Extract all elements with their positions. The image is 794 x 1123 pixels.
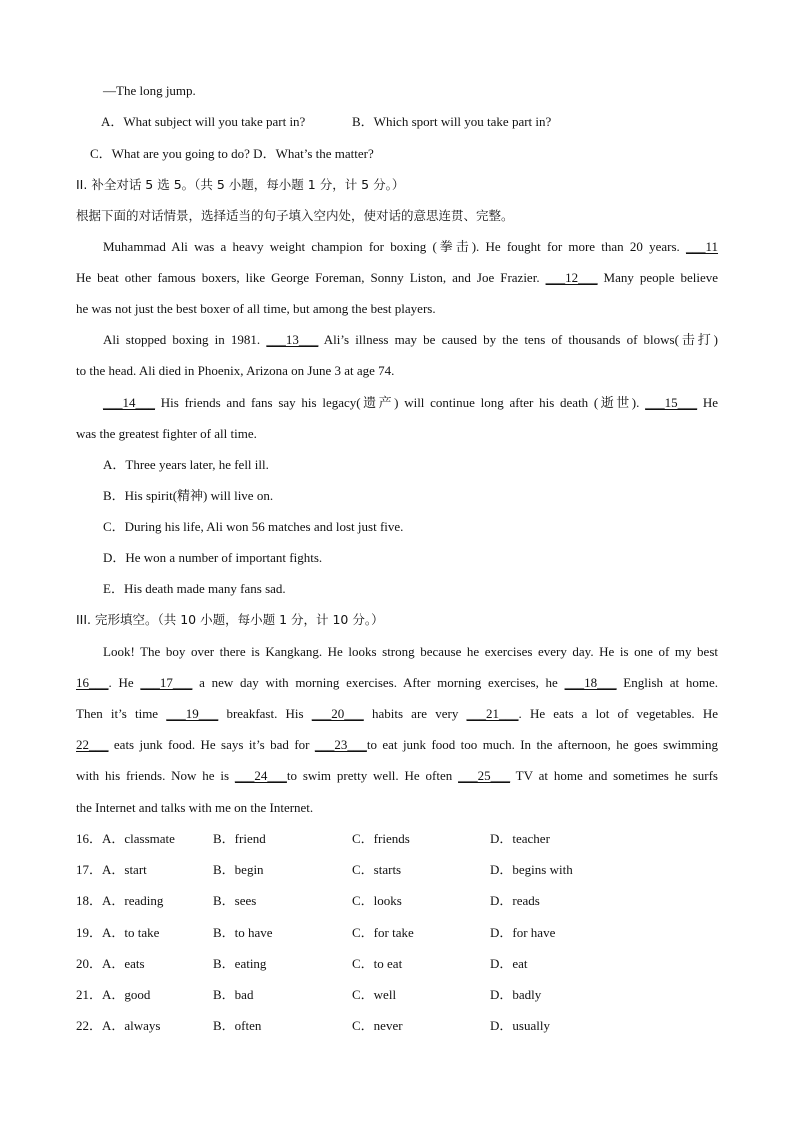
passage3-text: He	[702, 395, 719, 410]
cloze-text: eats junk food. He says it’s bad for	[108, 737, 315, 752]
choice-option-n: 16．A．classmate	[76, 831, 175, 846]
cloze-blank: ___20___	[311, 706, 364, 721]
section2-instruction: 根据下面的对话情景，选择适当的句子填入空内处，使对话的意思连贯、完整。	[76, 208, 514, 223]
cloze-blank: ___21___	[466, 706, 519, 721]
cloze-line2	[76, 674, 718, 692]
section2-option-a: A．Three years later, he fell ill.	[103, 457, 269, 472]
choice-option-c: C．well	[352, 987, 397, 1002]
cloze-blank: ___19___	[166, 706, 219, 721]
choice-option-d: D．begins with	[490, 862, 573, 878]
passage1-line2	[76, 269, 718, 287]
passage2-text: Ali’s illness may be caused by the tens of thousands of blows(击打)	[323, 332, 719, 347]
cloze-text: habits are very	[363, 706, 467, 721]
passage2-line2: to the head. Ali died in Phoenix, Arizona on June 3 at age 74.	[76, 363, 395, 378]
q10-option-b: B．Which sport will you take part in?	[352, 114, 552, 129]
choice-option-d: D．usually	[490, 1018, 550, 1034]
cloze-text: TV at home and sometimes he surfs	[510, 768, 718, 783]
passage3-line1	[103, 394, 718, 412]
choice-option-c: C．for take	[352, 924, 414, 940]
choice-option-b: B．bad	[213, 987, 254, 1002]
cloze-text: English at home.	[616, 675, 718, 690]
section2-option-c: C．During his life, Ali won 56 matches and lost just five.	[103, 519, 404, 534]
cloze-text: Then it’s time	[76, 706, 167, 721]
blank-15: ___15___	[645, 395, 698, 410]
passage1-text: Muhammad Ali was a heavy weight champion for boxing (拳击). He fought for more than 20 years.	[103, 239, 680, 254]
cloze-blank: 16___	[76, 675, 109, 690]
q10-option-cd: C．What are you going to do? D．What’s the matter?	[90, 146, 374, 161]
choice-option-d: D．eat	[490, 955, 528, 971]
choice-option-d: D．for have	[490, 924, 556, 940]
cloze-line6: the Internet and talks with me on the Internet.	[76, 800, 314, 815]
choice-option-b: B．eating	[213, 955, 267, 971]
blank-14: ___14___	[103, 395, 155, 410]
passage3-line2: was the greatest fighter of all time.	[76, 426, 257, 441]
cloze-text: to eat junk food too much. In the afternoon, he goes swimming	[366, 737, 718, 752]
blank-12: ___12___	[545, 270, 598, 285]
choice-option-c: C．starts	[352, 862, 402, 878]
cloze-line4	[76, 736, 718, 754]
choice-option-c: C．to eat	[352, 955, 403, 971]
section2-option-b: B．His spirit(精神) will live on.	[103, 488, 274, 503]
cloze-blank: ___18___	[564, 675, 617, 690]
cloze-text: to swim pretty well. He often	[286, 768, 459, 783]
section2-option-d: D．He won a number of important fights.	[103, 550, 323, 565]
section2-option-e: E．His death made many fans sad.	[103, 581, 286, 596]
cloze-blank: ___24___	[234, 768, 287, 783]
cloze-line1: Look! The boy over there is Kangkang. He looks strong because he exercises every day. He is one of my best	[103, 644, 718, 659]
cloze-line3	[76, 705, 718, 723]
choice-option-c: C．never	[352, 1018, 403, 1034]
passage2-line1	[103, 331, 718, 349]
choice-option-b: B．to have	[213, 924, 273, 940]
choice-option-b: B．begin	[213, 862, 264, 878]
cloze-blank: 22___	[76, 737, 109, 752]
choice-option-b: B．friend	[213, 831, 266, 846]
passage1-text: Many people believe	[603, 270, 719, 285]
blank-13: ___13___	[266, 332, 319, 347]
passage2-text: Ali stopped boxing in 1981.	[103, 332, 261, 347]
choice-option-d: D．badly	[490, 987, 542, 1002]
blank-11: ___11	[685, 239, 719, 254]
cloze-text: . He eats a lot of vegetables. He	[518, 706, 718, 721]
section3-heading: III. 完形填空。（共 10 小题，每小题 1 分，计 10 分。）	[76, 612, 384, 627]
choice-option-c: C．looks	[352, 893, 402, 909]
choice-option-c: C．friends	[352, 831, 410, 846]
choice-option-n: 17．A．start	[76, 862, 147, 878]
cloze-text: a new day with morning exercises. After morning exercises, he	[192, 675, 565, 690]
cloze-text: . He	[108, 675, 141, 690]
choice-option-n: 21．A．good	[76, 987, 151, 1002]
passage1-text: He beat other famous boxers, like George Foreman, Sonny Liston, and Joe Frazier.	[76, 270, 540, 285]
cloze-blank: ___25___	[458, 768, 511, 783]
cloze-blank: ___17___	[140, 675, 193, 690]
choice-option-n: 22．A．always	[76, 1018, 161, 1034]
q10-answer-line: —The long jump.	[103, 83, 196, 98]
cloze-text: with his friends. Now he is	[76, 768, 235, 783]
cloze-line5	[76, 767, 718, 785]
section2-heading: II. 补全对话 5 选 5。（共 5 小题，每小题 1 分，计 5 分。）	[76, 177, 405, 192]
choice-option-n: 18．A．reading	[76, 893, 164, 909]
q10-option-a: A．What subject will you take part in?	[101, 114, 306, 129]
choice-option-n: 20．A．eats	[76, 955, 145, 971]
passage1-line1	[103, 238, 718, 256]
choice-option-d: D．teacher	[490, 831, 550, 846]
choice-option-d: D．reads	[490, 893, 540, 909]
passage3-text: His friends and fans say his legacy(遗产) will continue long after his death (逝世).	[160, 395, 640, 410]
choice-option-b: B．often	[213, 1018, 262, 1034]
cloze-text: breakfast. His	[218, 706, 312, 721]
choice-option-n: 19．A．to take	[76, 924, 160, 940]
passage1-line3: he was not just the best boxer of all time, but among the best players.	[76, 301, 436, 316]
cloze-blank: ___23___	[314, 737, 367, 752]
choice-option-b: B．sees	[213, 893, 257, 909]
